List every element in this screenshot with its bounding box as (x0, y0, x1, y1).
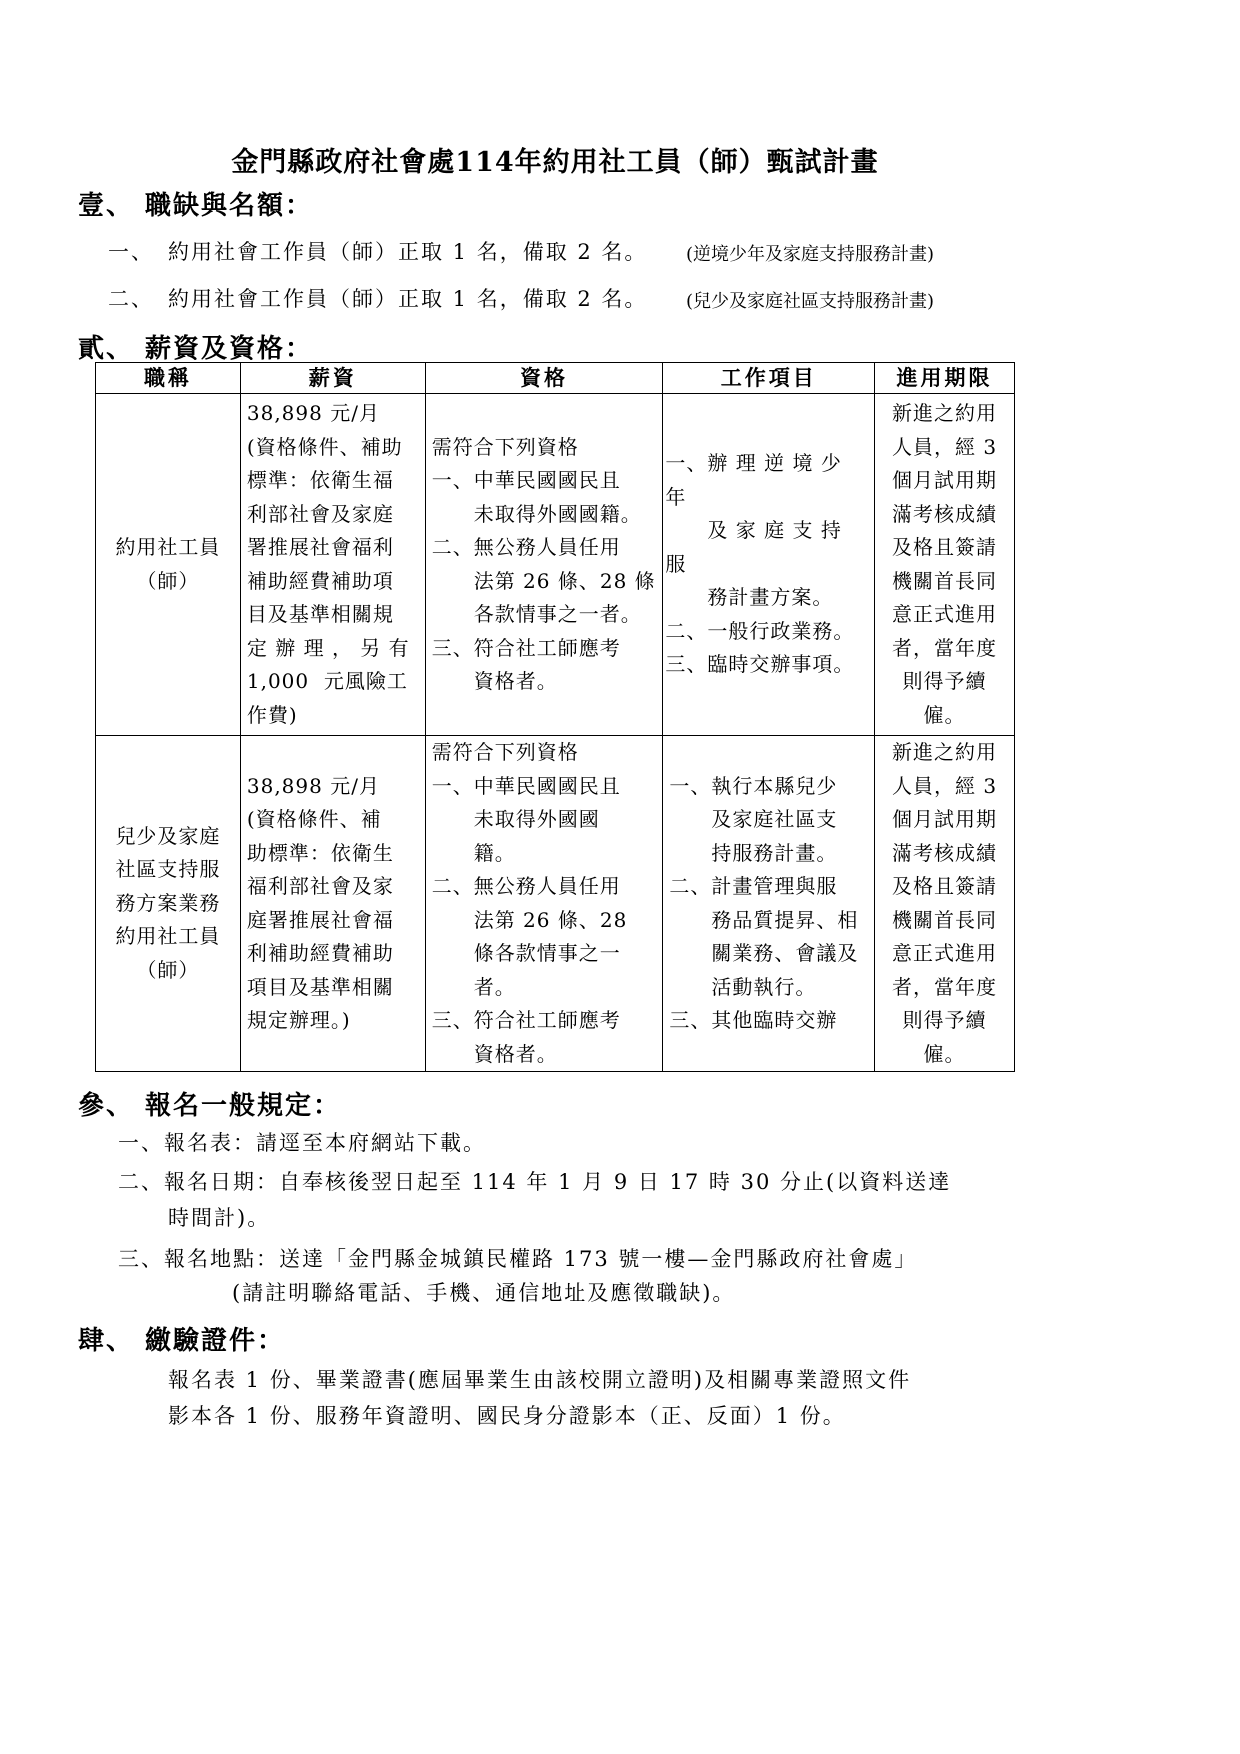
cell-title: 約用社工員 （師） (96, 394, 241, 736)
positions-table (95, 362, 1015, 1072)
table-header-row (96, 363, 1015, 394)
cell-title: 兒少及家庭 社區支持服 務方案業務 約用社工員 （師） (96, 736, 241, 1072)
section1-item-2: 約用社會工作員（師）正取 1 名，備取 2 名。 (168, 287, 648, 311)
cell-qualification: 需符合下列資格 一、中華民國國民且 未取得外國國籍。 二、無公務人員任用 法第 26 條、28 條 各款情事之一者。 三、符合社工師應考 資格者。 (425, 394, 663, 736)
cell-term: 新進之約用 人員，經 3 個月試用期 滿考核成績 及格且簽請 機關首長同 意正式進用 者，當年度 則得予續 僱。 (875, 736, 1015, 1072)
cell-salary: 38,898 元/月 (資格條件、補 助標準：依衛生 福利部社會及家 庭署推展社會福 利補助經費補助 項目及基準相關 規定辦理。) (240, 736, 425, 1072)
section1-item-2-num: 二、 (108, 287, 154, 311)
section4-line-2: 影本各 1 份、服務年資證明、國民身分證影本（正、反面）1 份。 (168, 1404, 846, 1428)
cell-qualification: 需符合下列資格 一、中華民國國民且 未取得外國國 籍。 二、無公務人員任用 法第 26 條、28 條各款情事之一 者。 三、符合社工師應考 資格者。 (425, 736, 663, 1072)
section3-item-2-cont: 時間計)。 (168, 1206, 271, 1230)
section1-item-1-note: (逆境少年及家庭支持服務計畫) (686, 244, 935, 265)
header-title: 職稱 (96, 363, 241, 394)
table-row (96, 736, 1015, 1072)
section4-line-1: 報名表 1 份、畢業證書(應屆畢業生由該校開立證明)及相關專業證照文件 (168, 1368, 912, 1392)
section1-heading: 壹、 職缺與名額： (78, 191, 314, 221)
section2-heading: 貳、 薪資及資格： (78, 334, 314, 364)
section3-item-2: 二、報名日期：自奉核後翌日起至 114 年 1 月 9 日 17 時 30 分止(以資料送達 (118, 1170, 952, 1194)
header-term: 進用期限 (875, 363, 1015, 394)
cell-salary: 38,898 元/月 (資格條件、補助 標準：依衛生福 利部社會及家庭 署推展社會福利 補助經費補助項 目及基準相關規 定 辦 理 ， 另 有 1,000 元風險工 作費) (240, 394, 425, 736)
cell-duties: 一、辦 理 逆 境 少 年 及 家 庭 支 持 服 務計畫方案。 二、一般行政業務。 三、臨時交辦事項。 (663, 394, 875, 736)
cell-term: 新進之約用 人員，經 3 個月試用期 滿考核成績 及格且簽請 機關首長同 意正式進用 者，當年度 則得予續 僱。 (875, 394, 1015, 736)
header-duties: 工作項目 (663, 363, 875, 394)
section3-heading: 參、 報名一般規定： (78, 1091, 342, 1121)
header-qualification: 資格 (425, 363, 663, 394)
section3-item-3: 三、報名地點：送達「金門縣金城鎮民權路 173 號一樓—金門縣政府社會處」 (118, 1247, 918, 1271)
header-salary: 薪資 (240, 363, 425, 394)
section1-item-1: 約用社會工作員（師）正取 1 名，備取 2 名。 (168, 240, 648, 264)
section3-item-1: 一、報名表：請逕至本府網站下載。 (118, 1131, 486, 1155)
cell-duties: 一、執行本縣兒少 及家庭社區支 持服務計畫。 二、計畫管理與服 務品質提昇、相 關業務、會議及 活動執行。 三、其他臨時交辦 (663, 736, 875, 1072)
section4-heading: 肆、 繳驗證件： (78, 1326, 286, 1356)
section1-item-1-num: 一、 (108, 240, 154, 264)
document-title: 金門縣政府社會處114年約用社工員（師）甄試計畫 (231, 147, 879, 178)
section1-item-2-note: (兒少及家庭社區支持服務計畫) (686, 291, 935, 312)
section3-item-3-cont: (請註明聯絡電話、手機、通信地址及應徵職缺)。 (232, 1281, 736, 1305)
table-row (96, 394, 1015, 736)
